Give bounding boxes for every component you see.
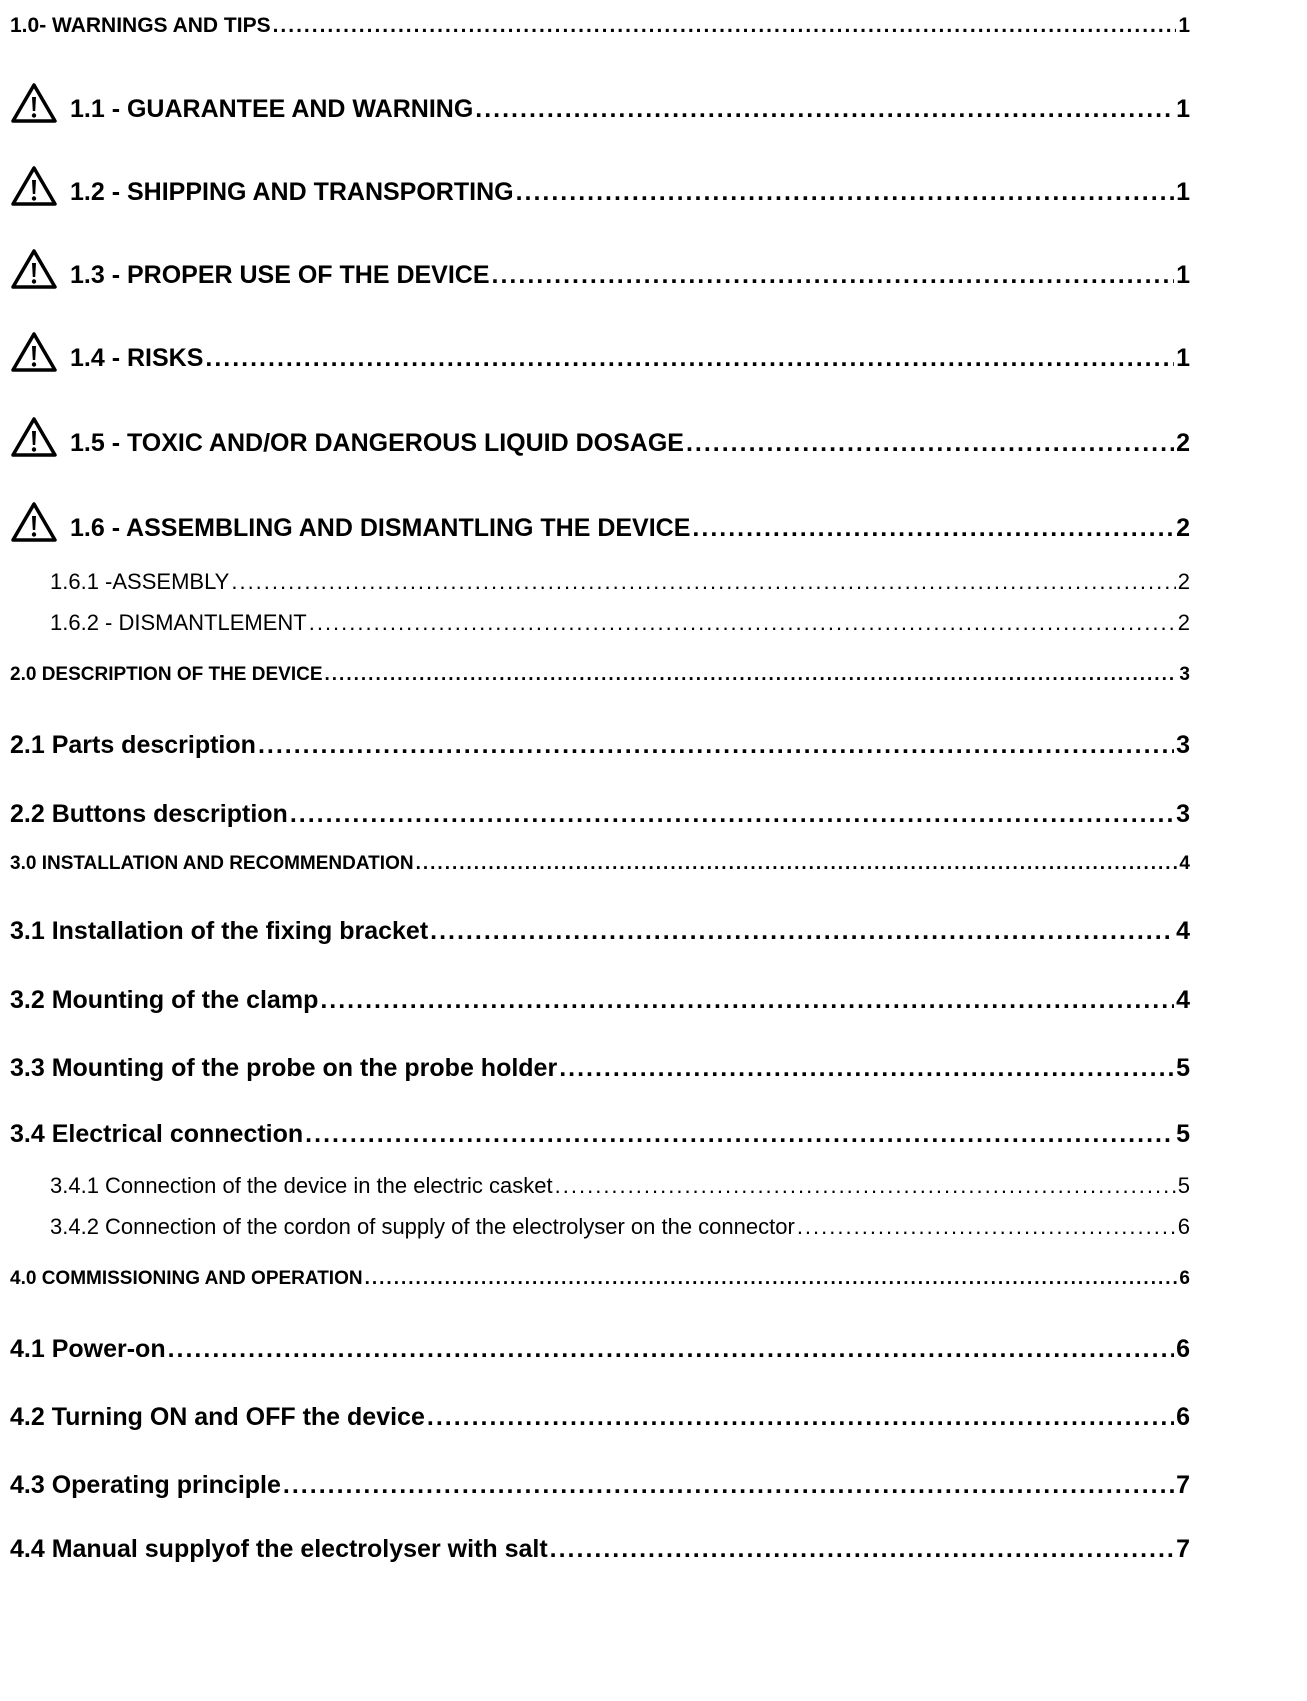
toc-dot-leader	[309, 610, 1176, 636]
toc-dot-leader	[231, 569, 1175, 595]
toc-entry[interactable]	[10, 248, 1190, 290]
toc-entry-title: 1.6.2 - DISMANTLEMENT	[50, 610, 307, 635]
toc-dot-leader	[365, 1268, 1178, 1290]
toc-entry[interactable]	[10, 331, 1190, 373]
toc-entry[interactable]	[10, 165, 1190, 207]
toc-entry[interactable]	[10, 660, 1190, 686]
toc-entry-title: 1.3 - PROPER USE OF THE DEVICE	[70, 261, 490, 289]
toc-entry[interactable]	[10, 1466, 1190, 1500]
toc-page-number: 1	[1176, 344, 1190, 372]
toc-entry-title: 3.3 Mounting of the probe on the probe holder	[10, 1054, 558, 1082]
toc-entry-title: 3.4 Electrical connection	[10, 1120, 304, 1148]
toc-entry[interactable]	[10, 1330, 1190, 1364]
toc-entry-title: 1.2 - SHIPPING AND TRANSPORTING	[70, 178, 514, 206]
toc-page-number: 1	[1178, 14, 1190, 37]
warning-icon	[10, 501, 58, 543]
toc-page-number: 2	[1177, 569, 1190, 594]
toc-entry[interactable]	[10, 501, 1190, 543]
toc-entry-title: - WARNINGS AND TIPS	[39, 14, 271, 37]
toc-dot-leader	[555, 1173, 1176, 1199]
toc-entry-title: 3.0 INSTALLATION AND RECOMMENDATION	[10, 853, 414, 874]
toc-entry-title: 1.6.1 -ASSEMBLY	[50, 569, 230, 594]
toc-dot-leader	[430, 917, 1174, 946]
toc-dot-leader	[559, 1054, 1174, 1083]
toc-dot-leader	[427, 1403, 1174, 1432]
toc-dot-leader	[273, 14, 1177, 38]
toc-dot-leader	[797, 1214, 1176, 1240]
toc-page-number: 6	[1176, 1335, 1190, 1363]
toc-dot-leader	[516, 178, 1175, 207]
toc-dot-leader	[416, 853, 1178, 875]
toc-entry[interactable]	[50, 563, 1190, 595]
toc-dot-leader	[290, 800, 1174, 829]
toc-dot-leader	[325, 664, 1178, 686]
toc-page-number: 2	[1176, 514, 1190, 542]
toc-page-number: 2	[1177, 610, 1190, 635]
toc-dot-leader	[475, 95, 1174, 124]
toc-dot-leader	[168, 1335, 1175, 1364]
toc-entry-title: 2.2 Buttons description	[10, 800, 288, 828]
toc-entry[interactable]	[10, 795, 1190, 829]
toc-page-number: 6	[1179, 1268, 1190, 1289]
warning-icon	[10, 331, 58, 373]
toc-entry[interactable]	[50, 1208, 1190, 1240]
toc-page-number: 1	[1176, 95, 1190, 123]
toc-entry[interactable]	[10, 726, 1190, 760]
toc-page-number: 5	[1176, 1054, 1190, 1082]
toc-entry-title: 4.3 Operating principle	[10, 1471, 281, 1499]
toc-entry-title: 4.0 COMMISSIONING AND OPERATION	[10, 1268, 363, 1289]
toc-entry[interactable]	[10, 8, 1190, 38]
toc-page-number: 6	[1176, 1403, 1190, 1431]
toc-dot-leader	[686, 429, 1174, 458]
toc-page-number: 7	[1176, 1471, 1190, 1499]
toc-entry[interactable]	[10, 912, 1190, 946]
toc-entry-title: 3.2 Mounting of the clamp	[10, 986, 319, 1014]
toc-entry[interactable]	[10, 1115, 1190, 1149]
toc-entry[interactable]	[10, 1049, 1190, 1083]
toc-dot-leader	[320, 986, 1174, 1015]
toc-entry[interactable]	[50, 604, 1190, 636]
toc-entry[interactable]	[10, 1398, 1190, 1432]
toc-dot-leader	[283, 1471, 1174, 1500]
toc-page-number: 6	[1177, 1214, 1190, 1239]
toc-dot-leader	[258, 731, 1174, 760]
toc-entry-title: 4.2 Turning ON and OFF the device	[10, 1403, 425, 1431]
toc-page-number: 3	[1176, 731, 1190, 759]
toc-entry-title: 4.4 Manual supplyof the electrolyser with salt	[10, 1535, 548, 1563]
toc-page-number: 2	[1176, 429, 1190, 457]
toc-page-number: 5	[1176, 1120, 1190, 1148]
toc-page-number: 4	[1176, 917, 1190, 945]
warning-icon	[10, 248, 58, 290]
toc-entry[interactable]	[10, 1530, 1190, 1564]
warning-icon	[10, 82, 58, 124]
toc-entry[interactable]	[10, 82, 1190, 124]
toc-page-number: 3	[1176, 800, 1190, 828]
toc-page-number: 4	[1176, 986, 1190, 1014]
toc-page-number: 1	[1176, 178, 1190, 206]
toc-entry-title: 3.4.1 Connection of the device in the electric casket	[50, 1173, 553, 1198]
toc-entry[interactable]	[10, 849, 1190, 875]
toc-entry-title: 1.4 - RISKS	[70, 344, 204, 372]
toc-entry-title: 3.1 Installation of the fixing bracket	[10, 917, 429, 945]
warning-icon	[10, 165, 58, 207]
toc-dot-leader	[492, 261, 1175, 290]
toc-entry-title: 2.1 Parts description	[10, 731, 256, 759]
toc-page-number: 7	[1176, 1535, 1190, 1563]
toc-entry-title: 1.1 - GUARANTEE AND WARNING	[70, 95, 474, 123]
toc-entry-title: 4.1 Power-on	[10, 1335, 166, 1363]
toc-dot-leader	[305, 1120, 1174, 1149]
toc-page-number: 1	[1176, 261, 1190, 289]
toc-entry-title: 3.4.2 Connection of the cordon of supply of the electrolyser on the connector	[50, 1214, 795, 1239]
toc-dot-leader	[550, 1535, 1174, 1564]
toc-page-number: 4	[1179, 853, 1190, 874]
toc-dot-leader	[205, 344, 1174, 373]
toc-entry-title: 1.6 - ASSEMBLING AND DISMANTLING THE DEVICE	[70, 514, 691, 542]
toc-dot-leader	[692, 514, 1174, 543]
toc-entry-title: 1.5 - TOXIC AND/OR DANGEROUS LIQUID DOSAGE	[70, 429, 684, 457]
toc-page-number: 5	[1177, 1173, 1190, 1198]
toc-page-number: 3	[1179, 664, 1190, 685]
toc-entry[interactable]	[10, 416, 1190, 458]
toc-entry-title: 2.0 DESCRIPTION OF THE DEVICE	[10, 664, 323, 685]
toc-entry[interactable]	[10, 981, 1190, 1015]
toc-entry[interactable]	[50, 1167, 1190, 1199]
toc-entry-number: 1.0	[10, 14, 40, 37]
warning-icon	[10, 416, 58, 458]
toc-entry[interactable]	[10, 1264, 1190, 1290]
